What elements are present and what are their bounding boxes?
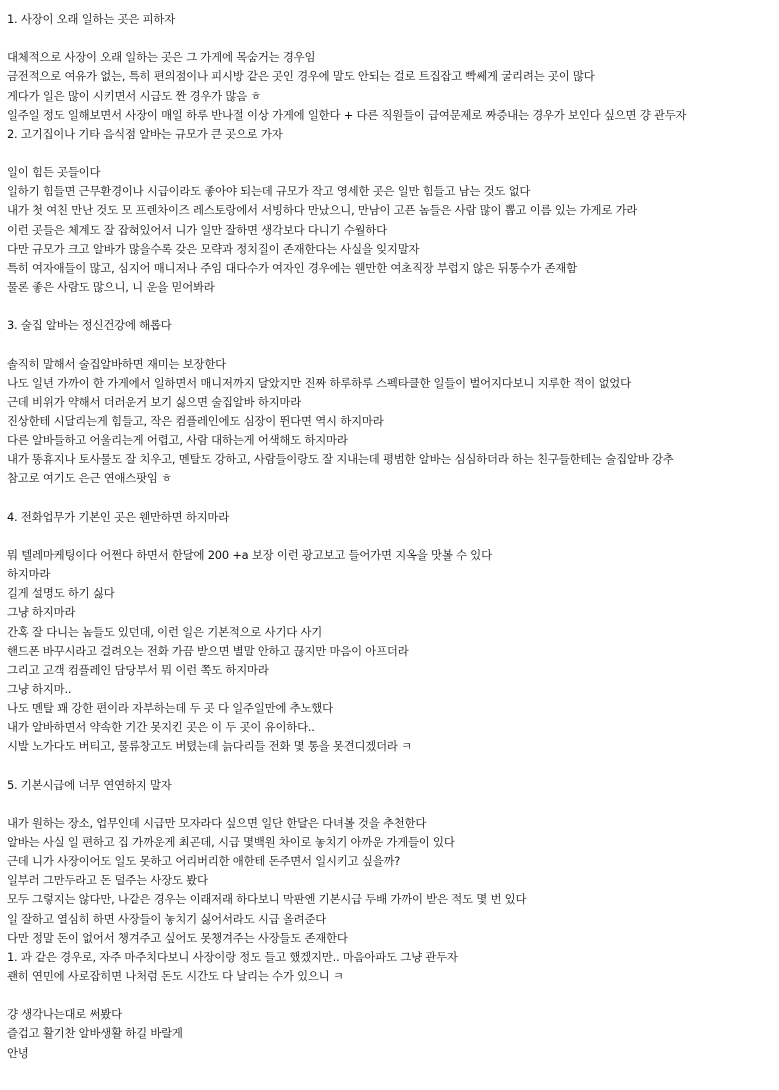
text-line: 시발 노가다도 버티고, 물류창고도 버텼는데 늙다리들 전화 몇 통을 못견디겠더라 ㅋ <box>7 739 412 754</box>
text-line: 다른 알바들하고 어울리는게 어렵고, 사람 대하는게 어색해도 하지마라 <box>7 433 348 448</box>
text-line: 다만 정말 돈이 없어서 챙겨주고 싶어도 못챙겨주는 사장들도 존재한다 <box>7 930 348 945</box>
text-line: 알바는 사실 일 편하고 집 가까운게 최곤데, 시급 몇백원 차이로 놓치기 아까운 가게들이 있다 <box>7 835 455 850</box>
blank-line <box>7 297 777 316</box>
text-line: 근데 니가 사장이어도 일도 못하고 어리버리한 애한테 돈주면서 일시키고 싶을까? <box>7 854 401 869</box>
text-line: 근데 비위가 약해서 더러운거 보기 싫으면 술집알바 하지마라 <box>7 394 302 409</box>
text-line: 2. 고기집이나 기타 음식점 알바는 규모가 큰 곳으로 가자 <box>7 126 283 141</box>
text-line: 일부러 그만두라고 돈 덜주는 사장도 봤다 <box>7 873 208 888</box>
text-line: 나도 멘탈 꽤 강한 편이라 자부하는데 두 곳 다 일주일만에 추노했다 <box>7 701 333 716</box>
text-line: 내가 첫 여친 만난 것도 모 프렌차이즈 레스토랑에서 서빙하다 만났으니, 만남이 고픈 놈들은 사람 많이 뽑고 이름 있는 가게로 가라 <box>7 203 638 218</box>
text-line: 일주일 정도 일해보면서 사장이 매일 하루 반나절 이상 가게에 일한다 + 다른 직원들이 급여문제로 짜증내는 경우가 보인다 싶으면 걍 관두자 <box>7 107 687 122</box>
blank-line <box>7 489 777 508</box>
text-line: 안녕 <box>7 1045 29 1060</box>
text-line: 모두 그렇지는 않다만, 나같은 경우는 이래저래 하다보니 막판엔 기본시급 두배 가까이 받은 적도 몇 번 있다 <box>7 892 527 907</box>
text-line: 다만 규모가 크고 알바가 많을수록 갖은 모략과 정치질이 존재한다는 사실을 잊지말자 <box>7 241 420 256</box>
blank-line <box>7 335 777 354</box>
text-line: 내가 알바하면서 약속한 기간 못지킨 곳은 이 두 곳이 유이하다.. <box>7 720 315 735</box>
text-line: 그냥 하지마라 <box>7 605 76 620</box>
text-line: 특히 여자애들이 많고, 심지어 매니저나 주임 대다수가 여자인 경우에는 웬만한 여초직장 부럽지 않은 뒤통수가 존재함 <box>7 260 577 275</box>
text-line: 핸드폰 바꾸시라고 걸려오는 전화 가끔 받으면 별말 안하고 끊지만 마음이 아프더라 <box>7 643 409 658</box>
text-line: 물론 좋은 사람도 많으니, 니 운을 믿어봐라 <box>7 279 215 294</box>
text-line: 일하기 힘들면 근무환경이나 시급이라도 좋아야 되는데 규모가 작고 영세한 곳은 일만 힘들고 남는 것도 없다 <box>7 184 531 199</box>
text-line: 즐겁고 활기찬 알바생활 하길 바랄게 <box>7 1026 183 1041</box>
text-line: 솔직히 말해서 술집알바하면 재미는 보장한다 <box>7 356 226 371</box>
text-line: 나도 일년 가까이 한 가게에서 일하면서 매니저까지 달았지만 진짜 하루하루 스펙타클한 일들이 벌어지다보니 지루한 적이 없었다 <box>7 375 631 390</box>
blank-line <box>7 756 777 775</box>
document-body <box>7 10 777 1063</box>
text-line: 내가 똥휴지나 토사물도 잘 치우고, 멘탈도 강하고, 사람들이랑도 잘 지내는데 평범한 알바는 심심하더라 하는 친구들한테는 술집알바 강추 <box>7 452 674 467</box>
text-line: 5. 기본시급에 너무 연연하지 말자 <box>7 777 172 792</box>
blank-line <box>7 29 777 48</box>
text-line: 금전적으로 여유가 없는, 특히 편의점이나 피시방 같은 곳인 경우에 말도 안되는 걸로 트집잡고 빡쎄게 굴리려는 곳이 많다 <box>7 69 595 84</box>
blank-line <box>7 144 777 163</box>
text-line: 게다가 일은 많이 시키면서 시급도 짠 경우가 많음 ㅎ <box>7 88 262 103</box>
text-line: 길게 설명도 하기 싫다 <box>7 586 115 601</box>
text-line: 참고로 여기도 은근 연애스팟임 ㅎ <box>7 471 172 486</box>
text-line: 1. 사장이 오래 일하는 곳은 피하자 <box>7 12 176 26</box>
text-line: 대체적으로 사장이 오래 일하는 곳은 그 가게에 목숨거는 경우임 <box>7 50 316 65</box>
text-line: 하지마라 <box>7 567 51 582</box>
blank-line <box>7 527 777 546</box>
text-line: 이런 곳들은 체계도 잘 잡혀있어서 니가 일만 잘하면 생각보다 다니기 수월하다 <box>7 222 387 237</box>
text-line: 걍 생각나는대로 써봤다 <box>7 1007 122 1022</box>
text-line: 1. 과 같은 경우로, 자주 마주치다보니 사장이랑 정도 들고 했겠지만.. 마음아파도 그냥 관두자 <box>7 949 458 964</box>
text-line: 간혹 잘 다니는 놈들도 있던데, 이런 일은 기본적으로 사기다 사기 <box>7 624 323 639</box>
text-line: 일이 힘든 곳들이다 <box>7 165 101 180</box>
text-line: 그리고 고객 컴플레인 담당부서 뭐 이런 쪽도 하지마라 <box>7 662 269 677</box>
text-line: 뭐 텔레마케팅이다 어쩐다 하면서 한달에 200 +a 보장 이런 광고보고 들어가면 지옥을 맛볼 수 있다 <box>7 547 492 562</box>
blank-line <box>7 986 777 1005</box>
text-line: 진상한테 시달리는게 힘들고, 작은 컴플레인에도 심장이 뛴다면 역시 하지마라 <box>7 413 384 428</box>
text-line: 괜히 연민에 사로잡히면 나처럼 돈도 시간도 다 날리는 수가 있으니 ㅋ <box>7 969 344 984</box>
text-line: 3. 술집 알바는 정신건강에 해롭다 <box>7 318 172 333</box>
text-line: 내가 원하는 장소, 업무인데 시급만 모자라다 싶으면 일단 한달은 다녀볼 것을 추천한다 <box>7 815 427 830</box>
text-line: 그냥 하지마.. <box>7 681 72 696</box>
blank-line <box>7 795 777 814</box>
text-line: 일 잘하고 열심히 하면 사장들이 놓치기 싫어서라도 시급 올려준다 <box>7 911 327 926</box>
text-line: 4. 전화업무가 기본인 곳은 웬만하면 하지마라 <box>7 509 230 524</box>
